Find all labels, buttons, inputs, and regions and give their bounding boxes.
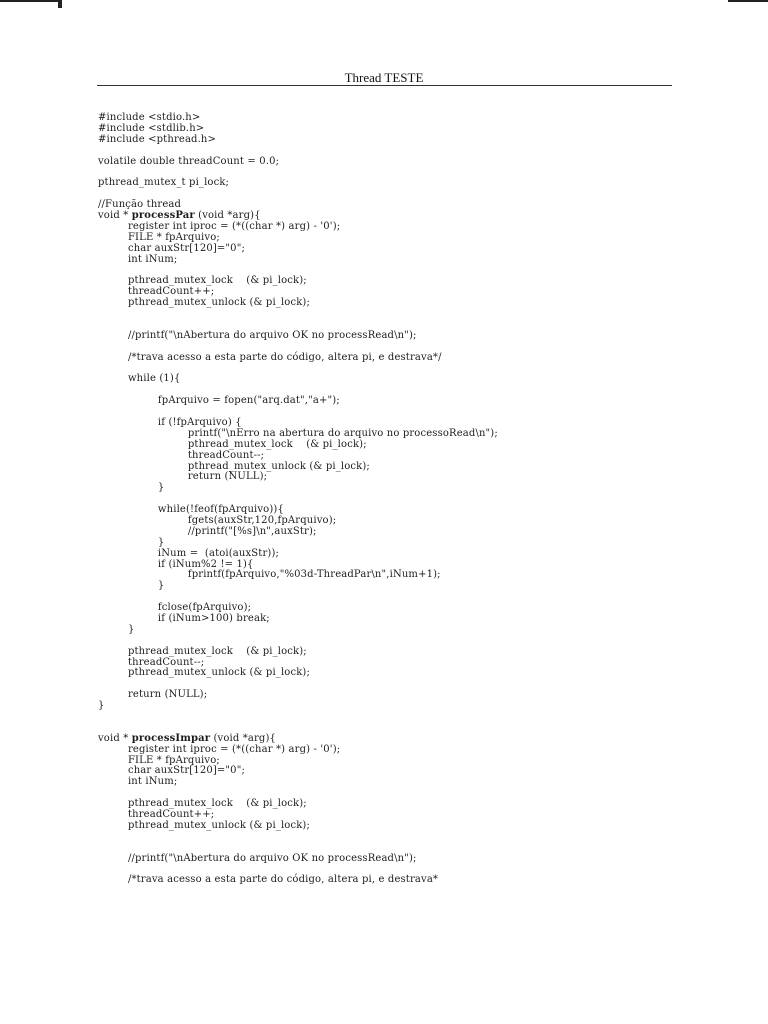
code-line: return (NULL); <box>98 689 208 701</box>
code-line: pthread_mutex_t pi_lock; <box>98 177 230 189</box>
code-line: threadCount--; <box>98 656 205 668</box>
code-line: //printf("\nAbertura do arquivo OK no processRead\n"); <box>98 852 417 864</box>
code-line: while(!feof(fpArquivo)){ <box>98 504 284 516</box>
scan-artifact <box>728 0 768 2</box>
code-line: } <box>98 580 165 592</box>
code-line: pthread_mutex_unlock (& pi_lock); <box>98 819 310 831</box>
code-line: } <box>98 536 165 548</box>
code-line: return (NULL); <box>98 471 268 483</box>
code-line: //Função thread <box>98 199 182 211</box>
code-line: #include <pthread.h> <box>98 133 217 145</box>
code-line: char auxStr[120]="0"; <box>98 242 245 254</box>
code-line: iNum = (atoi(auxStr)); <box>98 547 280 559</box>
code-line: /*trava acesso a esta parte do código, altera pi, e destrava*/ <box>98 351 442 363</box>
code-line: void * processPar (void *arg){ <box>98 210 261 222</box>
code-line: if (iNum%2 != 1){ <box>98 558 254 570</box>
code-line: pthread_mutex_lock (& pi_lock); <box>98 275 307 287</box>
header-divider <box>97 85 672 86</box>
code-line: volatile double threadCount = 0.0; <box>98 155 280 167</box>
code-line: if (iNum>100) break; <box>98 612 270 624</box>
function-name: processPar <box>131 210 195 222</box>
code-line: fprintf(fpArquivo,"%03d-ThreadPar\n",iNum+1); <box>98 569 441 581</box>
scan-artifact <box>58 0 62 8</box>
code-line: pthread_mutex_unlock (& pi_lock); <box>98 460 370 472</box>
code-line: fclose(fpArquivo); <box>98 602 252 614</box>
code-line <box>98 843 498 854</box>
code-line: register int iproc = (*((char *) arg) - '0'); <box>98 220 341 232</box>
code-line <box>98 832 498 843</box>
code-line: pthread_mutex_unlock (& pi_lock); <box>98 667 310 679</box>
code-line: FILE * fpArquivo; <box>98 231 220 243</box>
scan-artifact <box>0 0 62 2</box>
code-line <box>98 309 498 320</box>
code-line <box>98 712 498 723</box>
code-line <box>98 342 498 353</box>
page-title: Thread TESTE <box>344 70 424 85</box>
code-line: FILE * fpArquivo; <box>98 754 220 766</box>
code-line: if (!fpArquivo) { <box>98 416 242 428</box>
code-line: pthread_mutex_unlock (& pi_lock); <box>98 297 310 309</box>
code-line: /*trava acesso a esta parte do código, altera pi, e destrava* <box>98 874 439 886</box>
code-line: pthread_mutex_lock (& pi_lock); <box>98 438 367 450</box>
code-line: } <box>98 700 105 712</box>
code-line: pthread_mutex_lock (& pi_lock); <box>98 645 307 657</box>
code-line: pthread_mutex_lock (& pi_lock); <box>98 798 307 810</box>
code-line: while (1){ <box>98 373 181 385</box>
code-line: } <box>98 482 165 494</box>
code-line: printf("\nErro na abertura do arquivo no processoRead\n"); <box>98 427 498 439</box>
code-line <box>98 146 498 157</box>
code-line: //printf("\nAbertura do arquivo OK no processRead\n"); <box>98 329 417 341</box>
code-line: threadCount++; <box>98 809 215 820</box>
code-line: void * processImpar (void *arg){ <box>98 732 277 744</box>
code-line: fpArquivo = fopen("arq.dat","a+"); <box>98 395 340 407</box>
code-line: } <box>98 623 135 635</box>
code-line: #include <stdio.h> <box>98 112 201 123</box>
code-line <box>98 636 498 647</box>
function-name: processImpar <box>131 732 211 744</box>
code-line: //printf("[%s]\n",auxStr); <box>98 525 317 537</box>
code-line: threadCount--; <box>98 449 265 461</box>
code-line: int iNum; <box>98 776 178 788</box>
code-listing <box>98 113 498 886</box>
code-line: char auxStr[120]="0"; <box>98 765 245 777</box>
code-line: int iNum; <box>98 253 178 265</box>
code-line: fgets(auxStr,120,fpArquivo); <box>98 514 337 526</box>
code-line: register int iproc = (*((char *) arg) - '0'); <box>98 743 341 755</box>
code-line: #include <stdlib.h> <box>98 122 205 134</box>
code-line: threadCount++; <box>98 286 215 298</box>
